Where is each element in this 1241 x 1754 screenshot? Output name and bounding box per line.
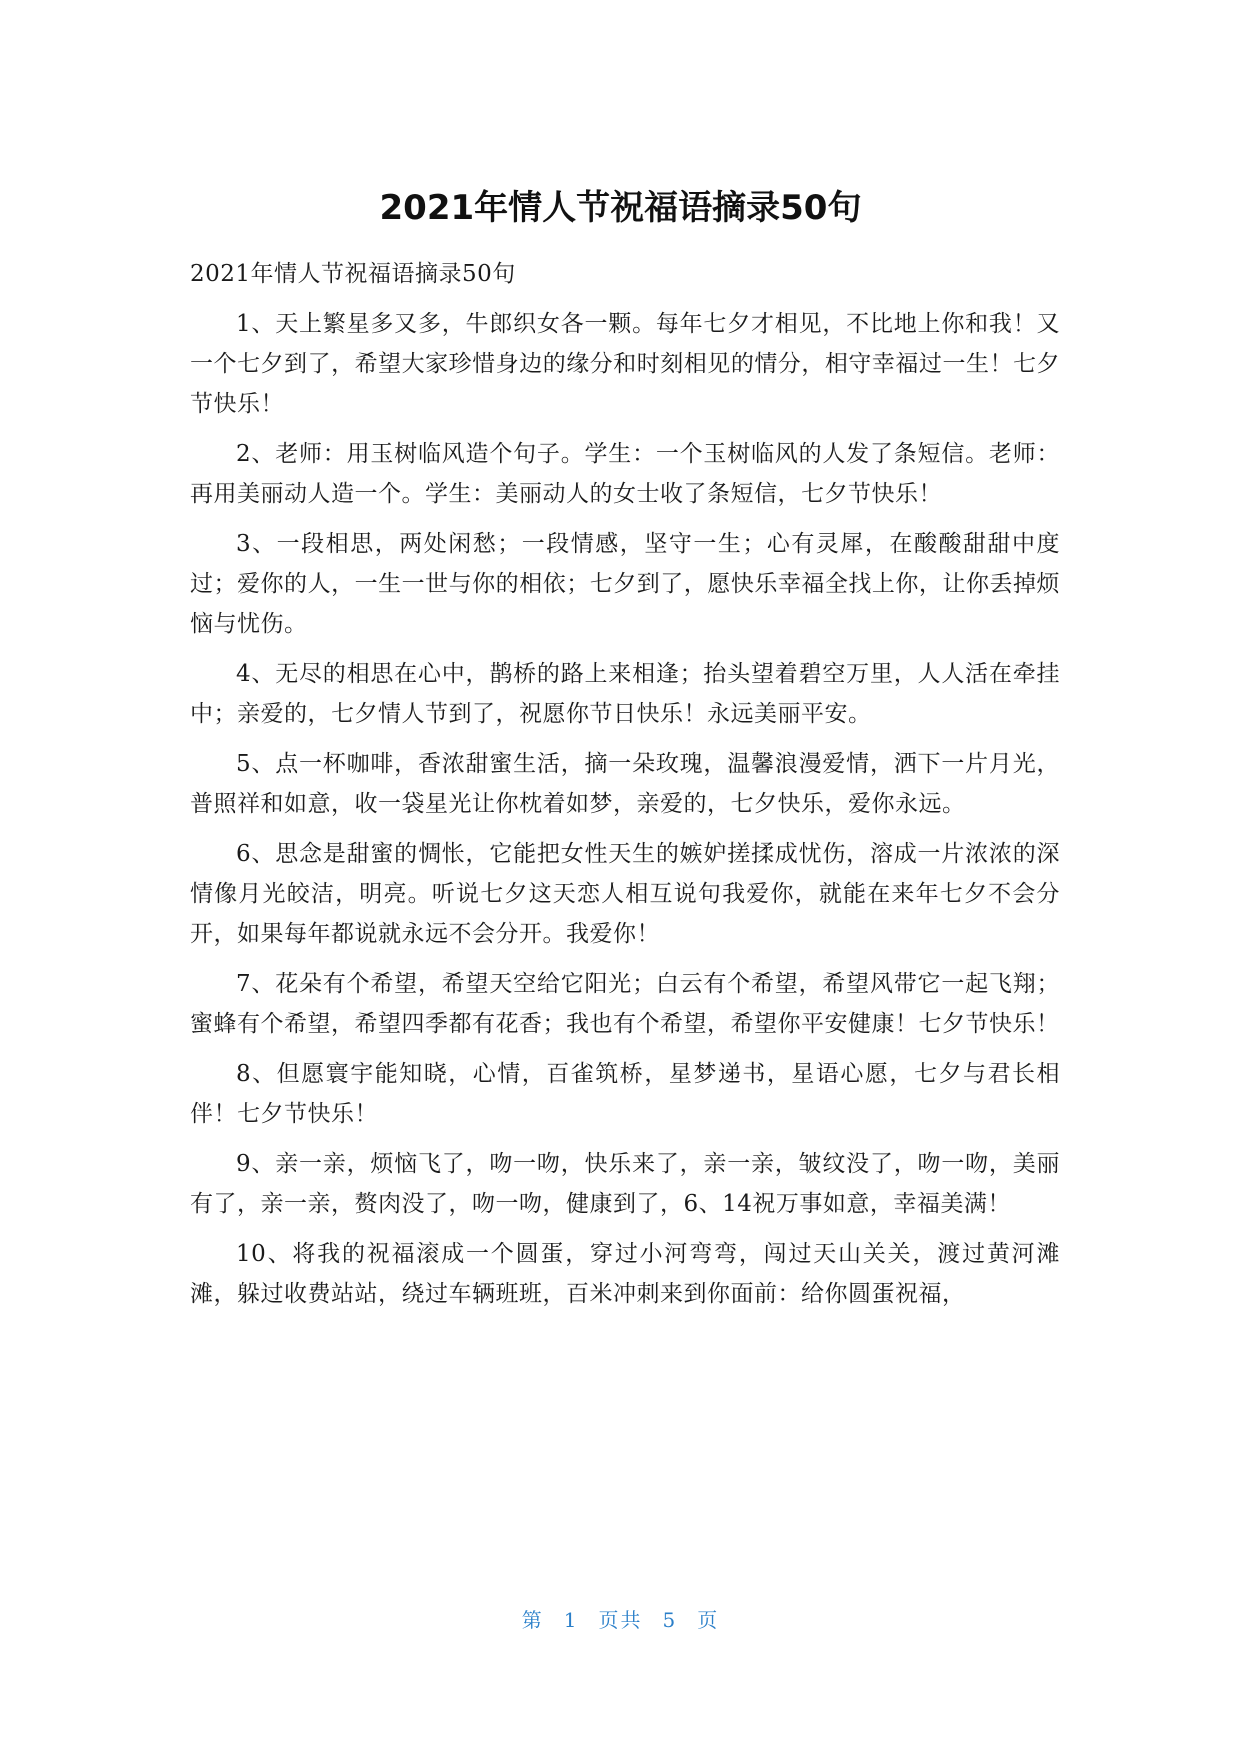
- page-label-suffix: 页: [697, 1608, 720, 1632]
- paragraph-7: 7、花朵有个希望，希望天空给它阳光；白云有个希望，希望风带它一起飞翔；蜜蜂有个希望，希望四季都有花香；我也有个希望，希望你平安健康！七夕节快乐！: [190, 971, 1060, 1037]
- page-label-mid: 页共: [598, 1608, 643, 1632]
- document-title: 2021年情人节祝福语摘录50句: [379, 188, 862, 228]
- paragraph-1: 1、天上繁星多又多，牛郎织女各一颗。每年七夕才相见，不比地上你和我！又一个七夕到了，希望大家珍惜身边的缘分和时刻相见的情分，相守幸福过一生！七夕节快乐！: [190, 311, 1060, 417]
- total-pages-number: 5: [662, 1608, 678, 1632]
- document-subtitle: 2021年情人节祝福语摘录50句: [190, 261, 516, 287]
- current-page-number: 1: [563, 1608, 579, 1632]
- paragraph-3: 3、一段相思，两处闲愁；一段情感，坚守一生；心有灵犀，在酸酸甜甜中度过；爱你的人，一生一世与你的相依；七夕到了，愿快乐幸福全找上你，让你丢掉烦恼与忧伤。: [190, 531, 1060, 637]
- paragraph-8: 8、但愿寰宇能知晓，心情，百雀筑桥，星梦递书，星语心愿，七夕与君长相伴！七夕节快乐！: [190, 1061, 1060, 1127]
- page-footer: [0, 1606, 1241, 1634]
- paragraph-4: 4、无尽的相思在心中，鹊桥的路上来相逢；抬头望着碧空万里，人人活在牵挂中；亲爱的，七夕情人节到了，祝愿你节日快乐！永远美丽平安。: [190, 661, 1060, 727]
- paragraph-10: 10、将我的祝福滚成一个圆蛋，穿过小河弯弯，闯过天山关关，渡过黄河滩滩，躲过收费站站，绕过车辆班班，百米冲刺来到你面前：给你圆蛋祝福，: [190, 1241, 1060, 1307]
- paragraph-9: 9、亲一亲，烦恼飞了，吻一吻，快乐来了，亲一亲，皱纹没了，吻一吻，美丽有了，亲一亲，赘肉没了，吻一吻，健康到了，6、14祝万事如意，幸福美满！: [190, 1151, 1060, 1217]
- document-body: [190, 254, 1060, 1324]
- paragraph-5: 5、点一杯咖啡，香浓甜蜜生活，摘一朵玫瑰，温馨浪漫爱情，洒下一片月光，普照祥和如意，收一袋星光让你枕着如梦，亲爱的，七夕快乐，爱你永远。: [190, 751, 1060, 817]
- page-label-prefix: 第: [521, 1608, 544, 1632]
- paragraph-2: 2、老师：用玉树临风造个句子。学生：一个玉树临风的人发了条短信。老师：再用美丽动人造一个。学生：美丽动人的女士收了条短信，七夕节快乐！: [190, 441, 1060, 507]
- paragraph-6: 6、思念是甜蜜的惆怅，它能把女性天生的嫉妒搓揉成忧伤，溶成一片浓浓的深情像月光皎洁，明亮。听说七夕这天恋人相互说句我爱你，就能在来年七夕不会分开，如果每年都说就永远不会分开。我爱你！: [190, 841, 1060, 947]
